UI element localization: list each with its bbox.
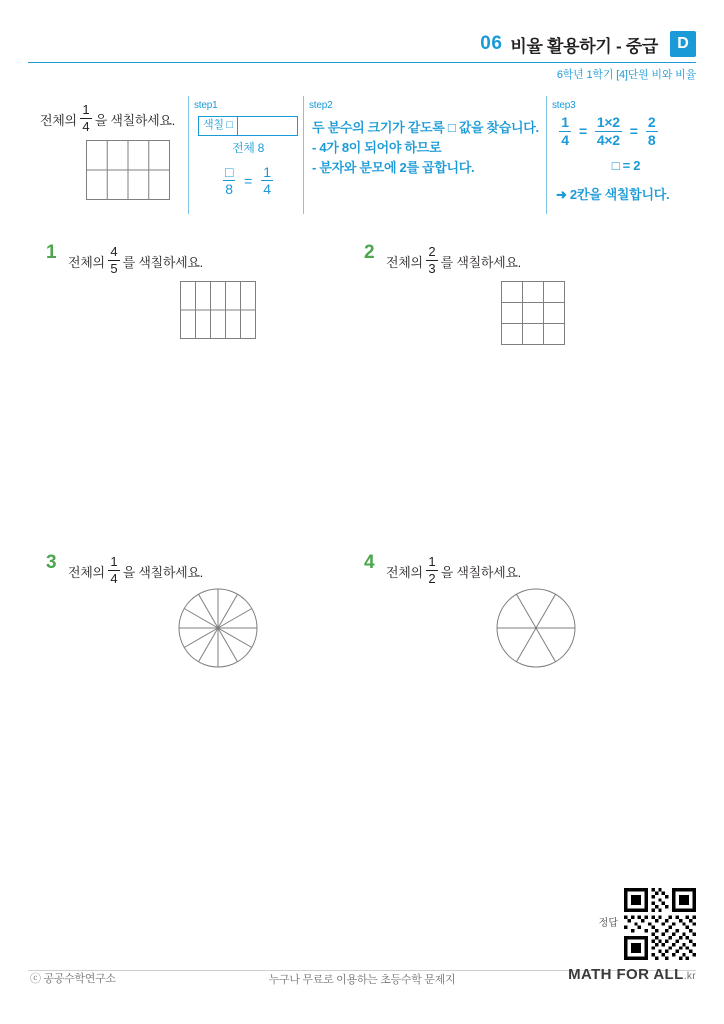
step3-fraction-c: [646, 115, 658, 147]
example-prompt-suffix: 을 색칠하세요.: [94, 112, 175, 128]
arrow-icon: ➜: [556, 186, 567, 202]
problem-1-grid[interactable]: [180, 281, 256, 339]
example-grid: [86, 140, 170, 200]
example-prompt: [40, 104, 175, 134]
page-header: [28, 30, 696, 88]
step3-fraction-a: [559, 115, 571, 147]
header-subtitle: 6학년 1학기 [4]단원 비와 비율: [556, 69, 696, 81]
step1-total-label: 전체 8: [232, 141, 264, 155]
header-divider: [28, 62, 696, 63]
step2-content: [312, 118, 542, 178]
problem-4-number: 4: [364, 552, 375, 573]
problem-2-text: [386, 246, 521, 276]
problem-2-suffix: 를 색칠하세요.: [440, 254, 521, 270]
problem-1-suffix: 를 색칠하세요.: [122, 254, 203, 270]
example-fraction: [80, 103, 92, 133]
step3-b-den: 4×2: [596, 131, 620, 148]
brand-name: MATH FOR ALL: [568, 966, 684, 983]
problem-3-number: 3: [46, 552, 57, 573]
equals-sign: =: [244, 172, 253, 189]
problem-4-den: 2: [428, 570, 436, 586]
step-divider-3: [546, 96, 547, 214]
equals-sign: =: [579, 123, 587, 140]
step1-answer-box[interactable]: [237, 117, 297, 135]
problem-3-circle[interactable]: [178, 588, 258, 668]
problem-2-prefix: 전체의: [386, 254, 423, 270]
lesson-number: 06: [480, 33, 503, 54]
step3-a-num: 1: [561, 114, 569, 130]
problem-4-circle[interactable]: [496, 588, 576, 668]
brand-tld: .kr: [683, 971, 696, 982]
problem-2-grid[interactable]: [501, 281, 565, 345]
problem-1-number: 1: [46, 242, 57, 263]
step3-conclusion: 2칸을 색칠합니다.: [569, 186, 670, 202]
step1-right-num: 1: [263, 163, 271, 180]
step3-c-den: 8: [647, 131, 656, 148]
example-fraction-denominator: 4: [82, 118, 90, 134]
equals-sign: =: [629, 123, 638, 140]
step1-fraction-left: [223, 165, 235, 197]
step1-left-den: 8: [225, 181, 233, 198]
answer-label: 정답: [598, 918, 618, 929]
step3-label: step3: [552, 100, 576, 111]
step3-conclusion-row: [556, 185, 696, 205]
problem-1-fraction: [108, 245, 120, 275]
footer-copyright: ⓒ 공공수학연구소: [30, 973, 116, 985]
step3-fraction-b: [595, 115, 622, 147]
problem-1-num: 4: [110, 244, 118, 259]
step3-content: [556, 116, 696, 205]
step2-line3: - 분자와 분모에 2를 곱합니다.: [312, 160, 475, 176]
problem-1-prefix: 전체의: [68, 254, 105, 270]
step-divider-2: [303, 96, 304, 214]
example-fraction-numerator: 1: [82, 102, 90, 117]
problem-4-prefix: 전체의: [386, 564, 423, 580]
step3-equation: [556, 116, 696, 148]
example-steps: [188, 96, 696, 214]
problem-4-fraction: [426, 555, 438, 585]
problem-4-text: [386, 556, 521, 586]
step3-b-num: 1×2: [596, 114, 620, 130]
step3-result: □ = 2: [611, 158, 641, 174]
qr-code[interactable]: [624, 888, 696, 960]
footer-tagline: 누구나 무료로 이용하는 초등수학 문제지: [268, 974, 456, 986]
problem-3-num: 1: [110, 554, 118, 569]
problem-3-suffix: 을 색칠하세요.: [122, 564, 203, 580]
step3-c-num: 2: [647, 114, 656, 130]
problem-2-fraction: [426, 245, 438, 275]
problem-3-prefix: 전체의: [68, 564, 105, 580]
step2-line1: 두 분수의 크기가 같도록 □ 값을 찾습니다.: [312, 120, 539, 135]
step1-left-num: □: [224, 163, 234, 180]
page-title: 비율 활용하기 - 중급: [510, 36, 658, 56]
step1-content: [198, 116, 298, 198]
header-title-row: [28, 30, 696, 58]
step1-right-den: 4: [263, 181, 271, 198]
problem-2-den: 3: [428, 260, 436, 276]
problem-3-den: 4: [110, 570, 118, 586]
problem-1-den: 5: [110, 260, 118, 276]
problem-4-num: 1: [428, 554, 436, 569]
problem-4-suffix: 을 색칠하세요.: [440, 564, 521, 580]
step1-label: step1: [194, 100, 218, 111]
level-badge: D: [670, 31, 696, 57]
example-prompt-prefix: 전체의: [40, 112, 77, 128]
problem-1-text: [68, 246, 203, 276]
step-divider-1: [188, 96, 189, 214]
footer-brand: [568, 966, 696, 983]
problem-3-fraction: [108, 555, 120, 585]
problem-3-text: [68, 556, 203, 586]
step2-line2: - 4가 8이 되어야 하므로: [312, 140, 442, 156]
step1-equation: [198, 163, 298, 198]
step3-a-den: 4: [561, 131, 569, 148]
step1-fraction-right: [261, 165, 273, 197]
problem-2-number: 2: [364, 242, 375, 263]
step1-box-label: 색칠 □: [203, 119, 233, 132]
problem-2-num: 2: [428, 244, 436, 259]
step2-label: step2: [309, 100, 333, 111]
